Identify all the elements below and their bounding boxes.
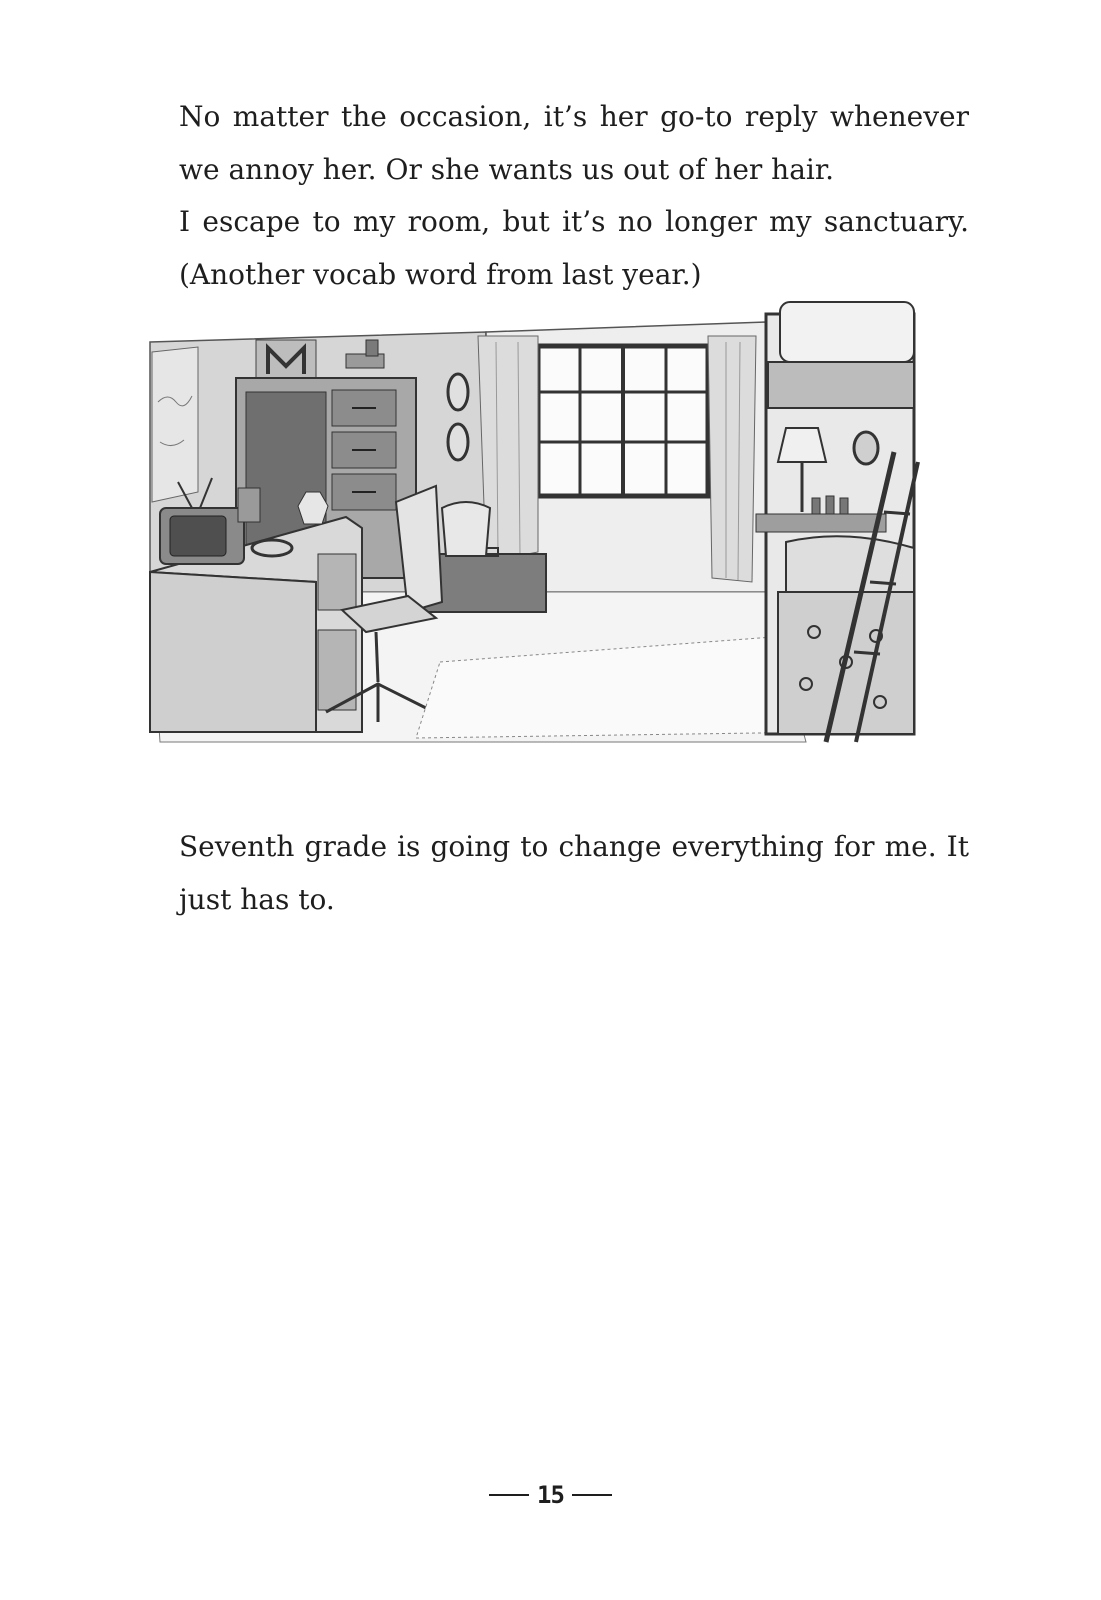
bedroom-illustration [146,292,932,752]
paragraph-3: Seventh grade is going to change everything for me. It just has to. [179,830,969,916]
page-number: 15 [537,1481,564,1509]
paragraph-2: I escape to my room, but it’s no longer my sanctuary. (Another vocab word from last year.) [179,205,969,291]
folio-rule-right [572,1494,612,1496]
folio-rule-left [489,1494,529,1496]
page-number-footer [0,1475,1101,1515]
paragraph-1: No matter the occasion, it’s her go-to reply whenever we annoy her. Or she wants us out of her hair. [179,100,969,186]
